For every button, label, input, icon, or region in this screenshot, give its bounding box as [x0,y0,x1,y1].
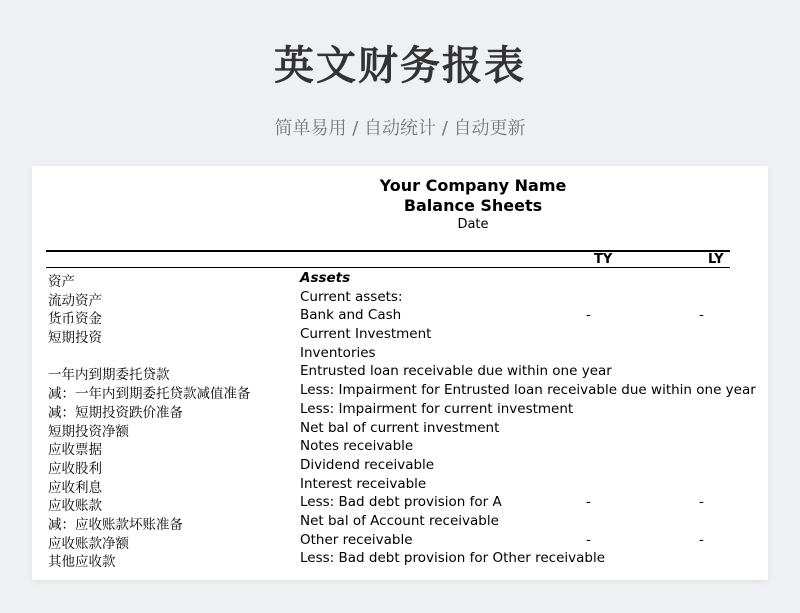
row-label-cn: 短期投资净额 [48,423,129,440]
row-label-cn: 资产 [48,274,75,290]
row-label-en: Net bal of Account receivable [300,512,499,529]
row-label-cn: 减：一年内到期委托贷款减值准备 [48,386,251,403]
table-row [32,345,768,364]
row-label-en: Assets [300,270,351,286]
sheet-name: Balance Sheets [403,196,543,215]
row-label-cn: 应收利息 [48,479,102,496]
page-title: 英文财务报表 [274,43,526,89]
row-value-ly: - [699,494,704,511]
row-label-cn: 减：短期投资跌价准备 [48,404,183,421]
row-label-cn: 其他应收款 [48,554,116,571]
row-label-en: Entrusted loan receivable due within one year [300,363,612,380]
row-label-en: Less: Bad debt provision for Other receivable [300,550,606,567]
row-label-en: Dividend receivable [300,456,435,473]
table-row [32,513,768,532]
row-label-cn: 应收账款 [48,498,102,515]
row-label-en: Less: Bad debt provision for A [300,494,502,511]
table-row [32,476,768,495]
column-header-ty: TY [594,252,613,267]
page-subtitle: 简单易用 / 自动统计 / 自动更新 [274,118,526,139]
row-value-ty: - [586,494,591,511]
table-row [32,326,768,345]
row-label-en: Interest receivable [300,475,427,492]
row-value-ly: - [699,307,704,324]
row-label-cn: 货币资金 [48,311,102,328]
table-row [32,438,768,457]
row-value-ty: - [586,531,591,548]
company-name: Your Company Name [379,176,567,195]
row-label-en: Less: Impairment for current investment [300,400,574,417]
row-label-cn: 短期投资 [48,330,102,347]
row-label-cn: 应收账款净额 [48,535,129,552]
row-label-en: Notes receivable [300,438,414,455]
row-label-cn: 应收股利 [48,460,102,477]
row-label-cn: 一年内到期委托贷款 [48,367,170,384]
column-header-ly: LY [708,252,724,267]
table-row [32,532,768,551]
table-row [32,363,768,382]
row-label-cn: 应收票据 [48,442,102,459]
header-rule [46,250,730,252]
sheet-rows [32,270,768,569]
table-row [32,289,768,308]
column-rule [46,267,730,268]
row-label-en: Current assets: [300,288,403,305]
table-row [32,457,768,476]
row-label-en: Inventories [300,344,376,361]
table-row [32,420,768,439]
row-label-en: Current Investment [300,326,432,343]
table-row [32,270,768,289]
table-row [32,382,768,401]
table-row [32,550,768,569]
sheet-date: Date [457,217,489,232]
row-label-en: Less: Impairment for Entrusted loan receivable due within one year [300,382,756,399]
row-label-en: Bank and Cash [300,307,402,324]
row-value-ty: - [586,307,591,324]
row-value-ly: - [699,531,704,548]
table-row [32,401,768,420]
row-label-cn: 减：应收账款坏账准备 [48,516,183,533]
row-label-en: Other receivable [300,531,413,548]
balance-sheet [32,166,768,580]
table-row [32,494,768,513]
table-row [32,307,768,326]
row-label-cn: 流动资产 [48,292,102,309]
row-label-en: Net bal of current investment [300,419,500,436]
